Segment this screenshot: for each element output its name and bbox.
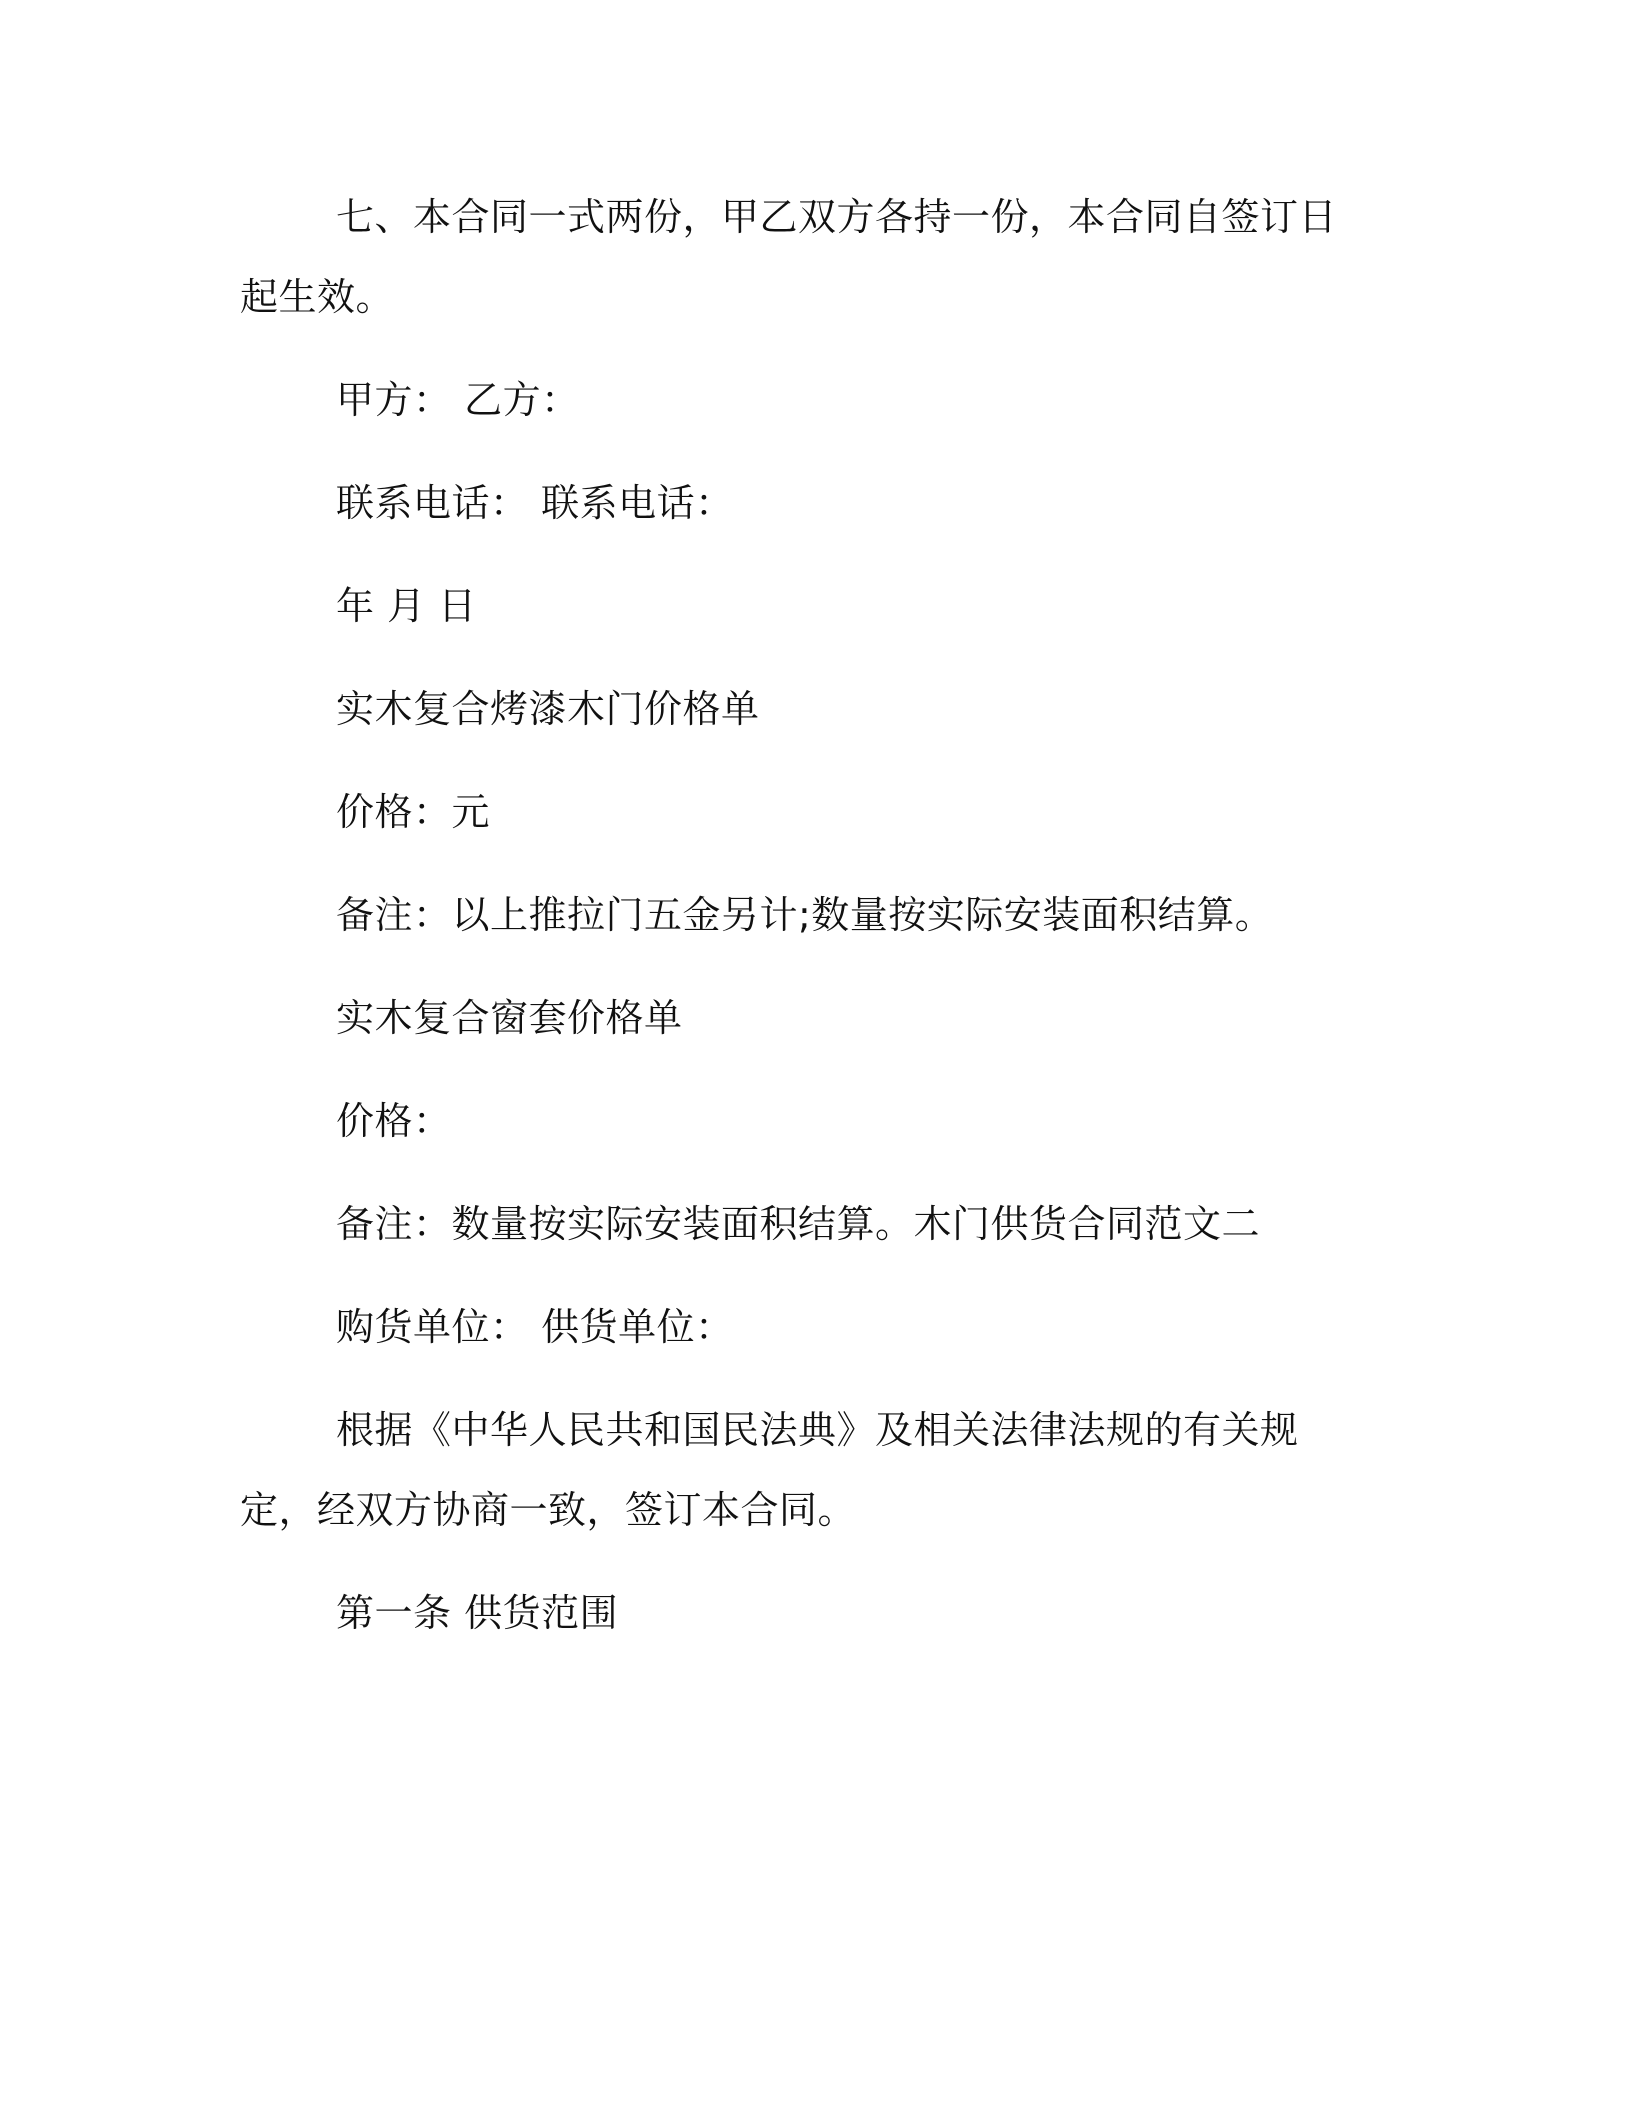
paragraph-date: 年 月 日 (336, 584, 477, 628)
paragraph-buyer-supplier: 购货单位： 供货单位： (336, 1305, 734, 1349)
paragraph-window-price-list-title: 实木复合窗套价格单 (336, 996, 683, 1040)
paragraph-door-remark: 备注：以上推拉门五金另计;数量按实际安装面积结算。 (336, 893, 1274, 937)
paragraph-door-price: 价格：元 (336, 790, 491, 834)
paragraph-legal-basis: 根据《中华人民共和国民法典》及相关法律法规的有关规定，经双方协商一致，签订本合同。 (240, 1408, 1299, 1532)
paragraph-window-price: 价格： (336, 1099, 452, 1143)
paragraph-contract-copies: 七、本合同一式两份，甲乙双方各持一份，本合同自签订日起生效。 (240, 195, 1338, 319)
paragraph-door-price-list-title: 实木复合烤漆木门价格单 (336, 687, 760, 731)
paragraph-party-a-b: 甲方： 乙方： (336, 378, 580, 422)
paragraph-window-remark: 备注：数量按实际安装面积结算。木门供货合同范文二 (336, 1202, 1261, 1246)
paragraph-contact-phone: 联系电话： 联系电话： (336, 481, 734, 525)
paragraph-article-one: 第一条 供货范围 (336, 1591, 619, 1635)
